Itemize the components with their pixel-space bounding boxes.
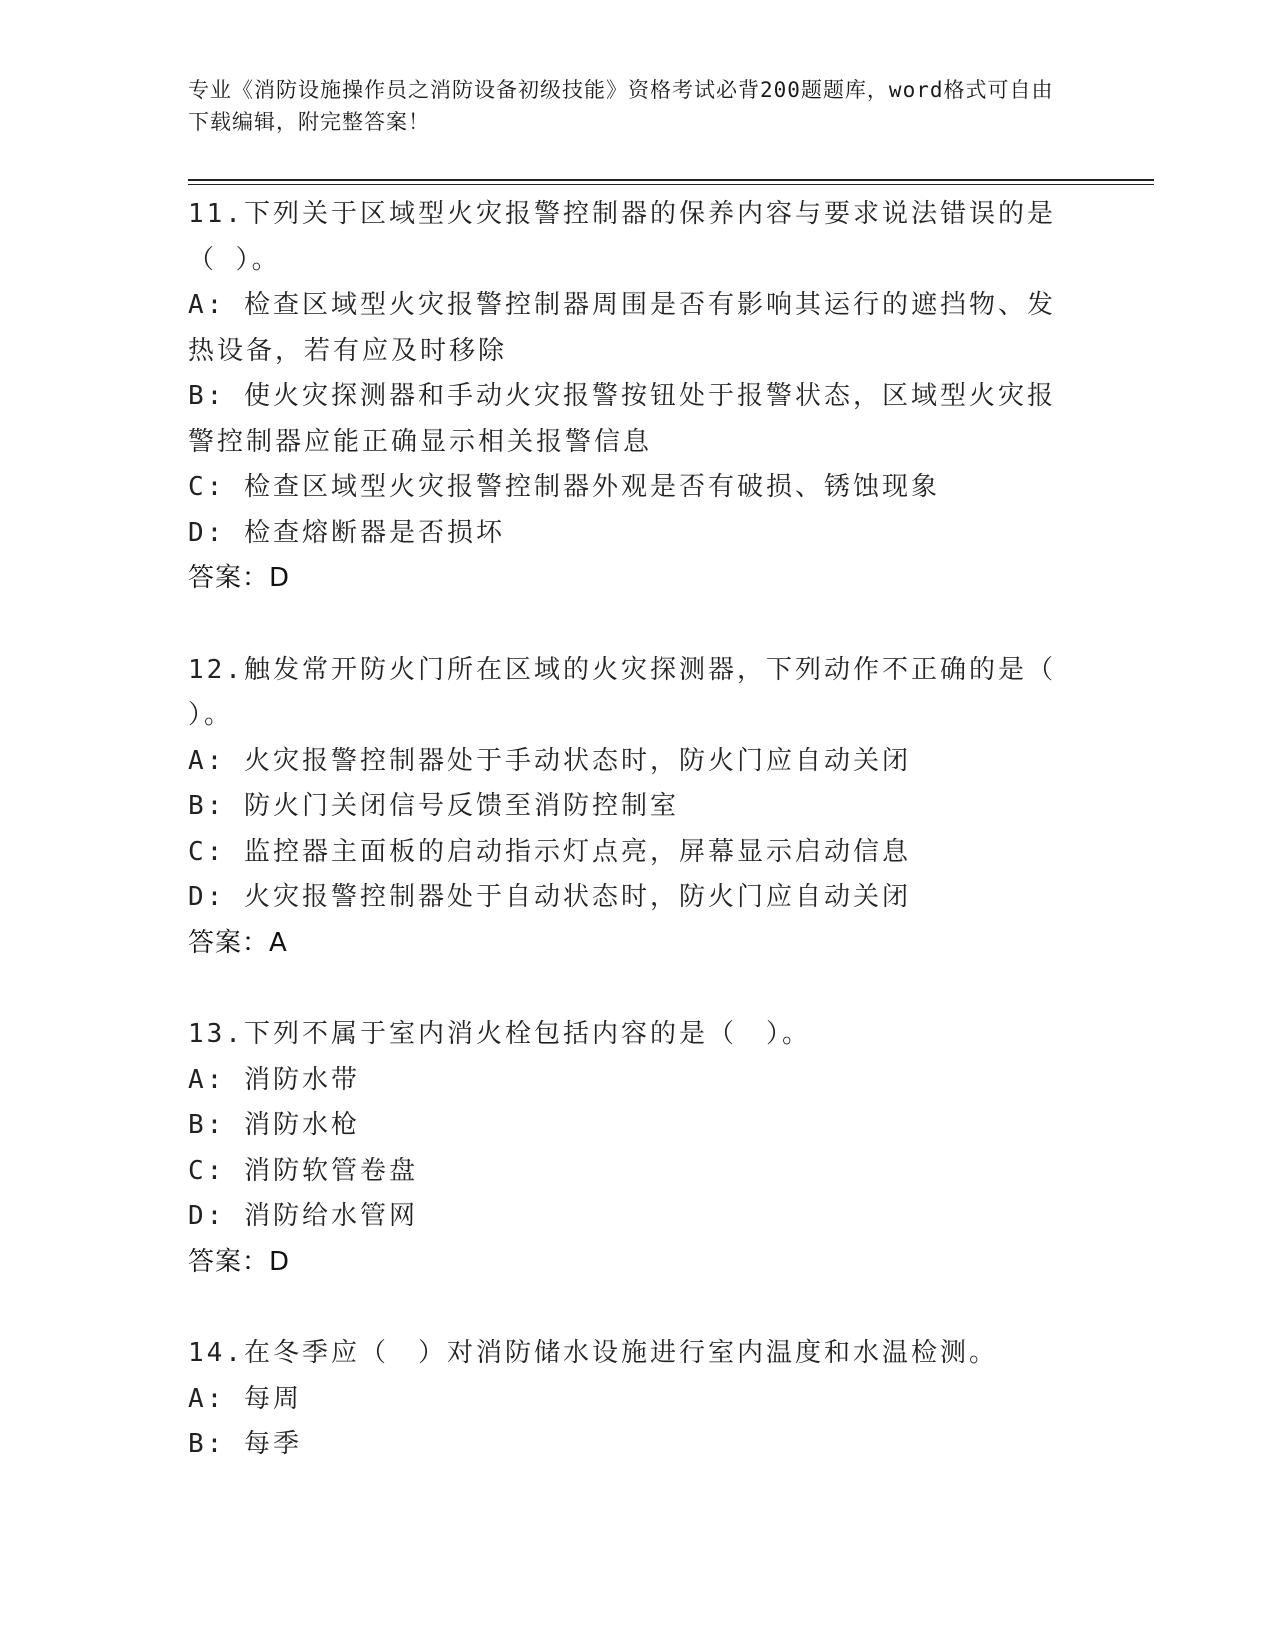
question-14 — [188, 1331, 1078, 1468]
option-a: A: 检查区域型火灾报警控制器周围是否有影响其运行的遮挡物、发热设备，若有应及时移除 — [188, 290, 1056, 366]
answer: 答案：D — [188, 563, 291, 593]
option-a: A: 消防水带 — [188, 1064, 360, 1095]
option-a: A: 火灾报警控制器处于手动状态时，防火门应自动关闭 — [188, 745, 911, 776]
option-b: B: 防火门关闭信号反馈至消防控制室 — [188, 791, 679, 821]
question-stem: 13.下列不属于室内消火栓包括内容的是（ ）。 — [188, 1019, 811, 1049]
option-c: C: 检查区域型火灾报警控制器外观是否有破损、锈蚀现象 — [188, 472, 940, 502]
document-header — [188, 74, 1068, 138]
answer: 答案：A — [188, 927, 288, 958]
document-title: 专业《消防设施操作员之消防设备初级技能》资格考试必背200题题库，word格式可自由下载编辑，附完整答案！ — [188, 78, 1054, 134]
option-d: D: 检查熔断器是否损坏 — [188, 517, 505, 548]
question-13 — [188, 1012, 1078, 1285]
question-stem: 14.在冬季应（ ）对消防储水设施进行室内温度和水温检测。 — [188, 1338, 998, 1368]
question-stem: 11.下列关于区域型火灾报警控制器的保养内容与要求说法错误的是（ ）。 — [188, 199, 1056, 275]
question-stem: 12.触发常开防火门所在区域的火灾探测器，下列动作不正确的是（ ）。 — [188, 654, 1056, 730]
option-d: D: 火灾报警控制器处于自动状态时，防火门应自动关闭 — [188, 882, 911, 912]
option-b: B: 每季 — [188, 1429, 302, 1459]
header-rule-thick — [188, 179, 1154, 181]
header-rule-thin — [188, 184, 1154, 185]
question-list — [188, 192, 1078, 1514]
option-c: C: 消防软管卷盘 — [188, 1155, 418, 1186]
option-b: B: 使火灾探测器和手动火灾报警按钮处于报警状态，区域型火灾报警控制器应能正确显示相关报警信息 — [188, 381, 1056, 457]
option-b: B: 消防水枪 — [188, 1110, 360, 1140]
option-d: D: 消防给水管网 — [188, 1201, 418, 1231]
question-12 — [188, 648, 1078, 967]
option-a: A: 每周 — [188, 1383, 302, 1414]
option-c: C: 监控器主面板的启动指示灯点亮，屏幕显示启动信息 — [188, 836, 911, 867]
question-11 — [188, 192, 1078, 602]
answer: 答案：D — [188, 1246, 291, 1277]
